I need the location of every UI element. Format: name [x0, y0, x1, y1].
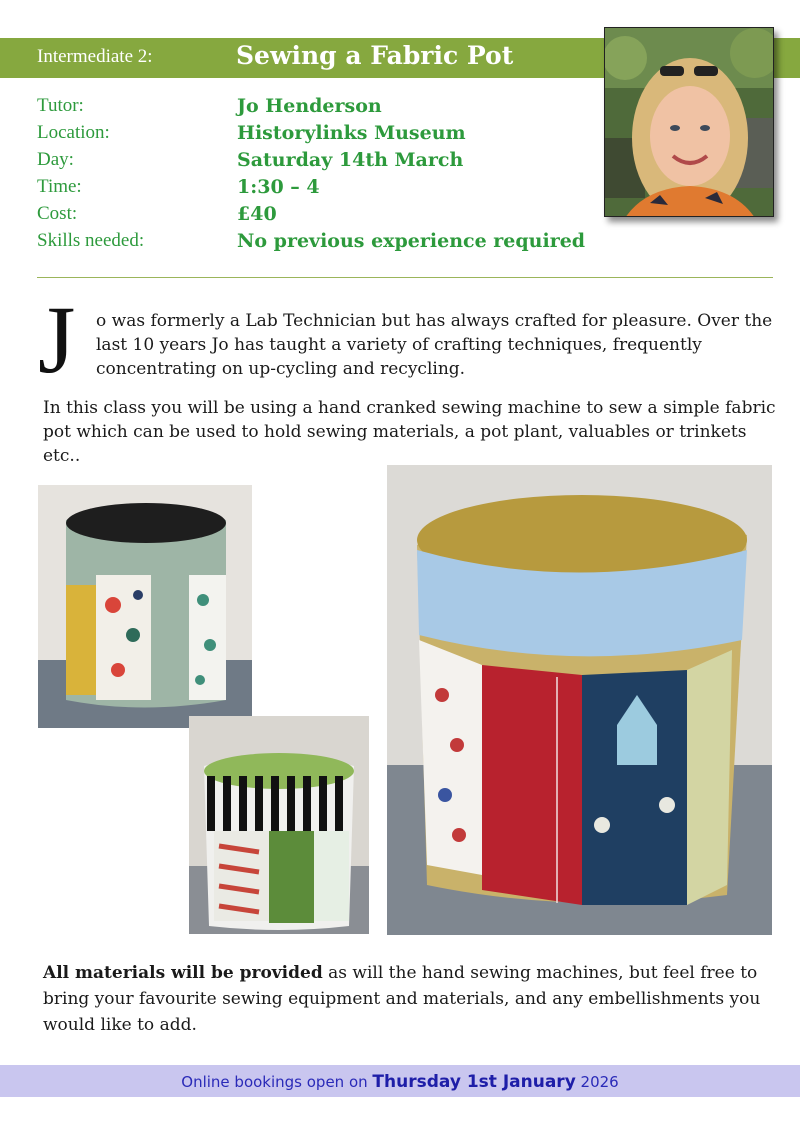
detail-row-location — [37, 122, 597, 148]
materials-note-rest: as will the hand sewing machines, but feel free to bring your favourite sewing equipment and materials, and any embellishments you would like to add. — [43, 963, 761, 1035]
course-level: Intermediate 2: — [37, 46, 153, 67]
detail-row-time — [37, 176, 597, 202]
detail-row-tutor — [37, 95, 597, 121]
detail-row-cost — [37, 203, 597, 229]
detail-value: Historylinks Museum — [237, 122, 466, 144]
detail-value: £40 — [237, 203, 277, 225]
detail-value: Jo Henderson — [237, 95, 382, 117]
detail-label: Location: — [37, 122, 110, 143]
materials-note-bold: All materials will be provided — [43, 963, 323, 983]
divider — [37, 277, 773, 278]
photo-green-pot — [38, 485, 252, 728]
detail-label: Skills needed: — [37, 230, 145, 251]
footer-date: Thursday 1st January — [372, 1072, 576, 1092]
booking-footer — [0, 1065, 800, 1097]
materials-note — [43, 960, 778, 1038]
detail-value: 1:30 – 4 — [237, 176, 320, 198]
photo-striped-pot — [189, 716, 369, 934]
footer-prefix: Online bookings open on — [181, 1073, 373, 1091]
course-title: Sewing a Fabric Pot — [236, 41, 514, 70]
detail-label: Time: — [37, 176, 82, 197]
tutor-bio: o was formerly a Lab Technician but has always crafted for pleasure. Over the last 10 years Jo has taught a variety of crafting techniques, frequently concentrating on up-cycling and recycling. — [96, 311, 773, 379]
detail-label: Tutor: — [37, 95, 84, 116]
detail-row-skills — [37, 230, 597, 256]
drop-cap: J — [38, 286, 76, 393]
class-description: In this class you will be using a hand cranked sewing machine to sew a simple fabric pot which can be used to hold sewing materials, a pot plant, valuables or trinkets etc.. — [43, 398, 776, 466]
detail-label: Day: — [37, 149, 74, 170]
detail-value: Saturday 14th March — [237, 149, 464, 171]
photo-blue-rim-pot — [387, 465, 772, 935]
detail-value: No previous experience required — [237, 230, 586, 252]
tutor-portrait — [604, 27, 774, 217]
detail-row-day — [37, 149, 597, 175]
footer-suffix: 2026 — [575, 1073, 619, 1091]
detail-label: Cost: — [37, 203, 78, 224]
